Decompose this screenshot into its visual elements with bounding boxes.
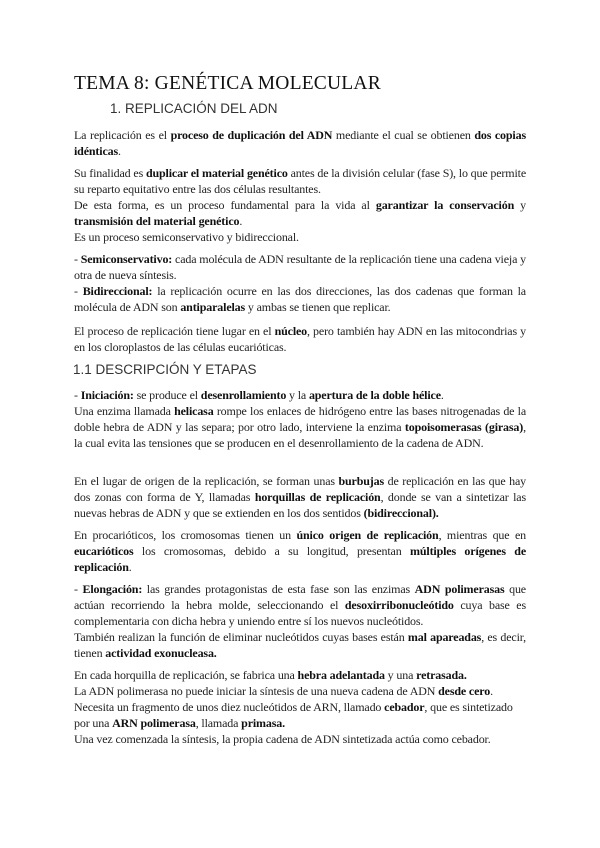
- text-run: La replicación es el: [74, 128, 171, 142]
- text-run: , es decir, tienen: [74, 630, 526, 660]
- text-run: .: [440, 388, 444, 402]
- paragraph-iniciacion: [74, 387, 526, 451]
- text-run: mediante el cual se obtienen: [332, 128, 475, 142]
- text-run: rompe los enlaces de hidrógeno entre las bases nitrogenadas de la doble hebra de ADN y las separa; por otro lado, interviene la enzima: [74, 404, 526, 434]
- text-run: , pero también hay ADN en las mitocondrias y en los cloroplastos de las células eucarióticas.: [74, 324, 526, 354]
- bold-term: cebador: [384, 700, 425, 714]
- text-run: , llamada: [195, 716, 242, 730]
- section-heading-replicacion: 1. REPLICACIÓN DEL ADN: [110, 101, 278, 116]
- bold-term: núcleo: [274, 324, 308, 338]
- bold-term: proceso de duplicación del ADN: [170, 128, 333, 142]
- text-run: y ambas se tienen que replicar.: [245, 300, 391, 314]
- text-run: -: [74, 388, 81, 402]
- text-run: y: [514, 198, 527, 212]
- paragraph-origenes: [74, 527, 526, 575]
- bold-term: helicasa: [174, 404, 214, 418]
- text-run: Es un proceso semiconservativo y bidireccional.: [74, 230, 299, 244]
- bold-term: desenrollamiento: [200, 388, 287, 402]
- bold-term: retrasada.: [416, 668, 467, 682]
- text-run: .: [239, 214, 243, 228]
- text-run: .: [128, 560, 132, 574]
- text-run: los cromosomas, debido a su longitud, presentan: [133, 544, 411, 558]
- bold-term: duplicar el material genético: [145, 166, 288, 180]
- bold-term: garantizar la conservación: [375, 198, 515, 212]
- text-run: .: [117, 144, 121, 158]
- bold-term: múltiples orígenes de replicación: [74, 544, 526, 574]
- text-run: , la cual evita las tensiones que se producen en el desenrollamiento de la cadena de ADN.: [74, 420, 526, 450]
- text-run: En procarióticos, los cromosomas tienen un: [74, 528, 297, 542]
- bold-term: mal apareadas: [407, 630, 482, 644]
- paragraph-localizacion: [74, 323, 526, 355]
- paragraph-hebras: [74, 667, 526, 747]
- text-run: y una: [384, 668, 417, 682]
- bold-term: primasa.: [241, 716, 285, 730]
- bold-term: Elongación:: [82, 582, 143, 596]
- bold-term: Iniciación:: [80, 388, 134, 402]
- text-run: En cada horquilla de replicación, se fabrica una: [74, 668, 298, 682]
- bold-term: horquillas de replicación: [254, 490, 381, 504]
- bold-term: desoxirribonucleótido: [344, 598, 454, 612]
- paragraph-caracteristicas: [74, 251, 526, 315]
- text-run: -: [74, 252, 81, 266]
- bold-term: Semiconservativo:: [80, 252, 173, 266]
- text-run: También realizan la función de eliminar nucleótidos cuyas bases están: [74, 630, 408, 644]
- paragraph-elongacion: [74, 581, 526, 661]
- text-run: La ADN polimerasa no puede iniciar la síntesis de una nueva cadena de ADN: [74, 684, 439, 698]
- bold-term: actividad exonucleasa.: [105, 646, 217, 660]
- bold-term: eucarióticos: [74, 544, 134, 558]
- text-run: y la: [286, 388, 309, 402]
- text-run: Una enzima llamada: [74, 404, 175, 418]
- text-run: , donde se van a sintetizar las nuevas hebras de ADN y que se extienden en los dos sentidos: [74, 490, 527, 520]
- text-run: la replicación ocurre en las dos direcciones, las dos cadenas que forman la molécula de ADN son: [74, 284, 526, 314]
- paragraph-finalidad: [74, 165, 526, 245]
- bold-term: hebra adelantada: [297, 668, 385, 682]
- bold-term: transmisión del material genético: [74, 214, 240, 228]
- text-run: .: [490, 684, 493, 698]
- bold-term: apertura de la doble hélice: [308, 388, 441, 402]
- text-run: , que es sintetizado por una: [74, 700, 513, 730]
- bold-term: desde cero: [438, 684, 491, 698]
- text-run: De esta forma, es un proceso fundamental para la vida al: [74, 198, 376, 212]
- bold-term: ADN polimerasas: [414, 582, 505, 596]
- text-run: El proceso de replicación tiene lugar en el: [74, 324, 275, 338]
- text-run: -: [74, 284, 83, 298]
- page-title: TEMA 8: GENÉTICA MOLECULAR: [74, 73, 381, 94]
- bold-term: topoisomerasas (girasa): [404, 420, 524, 434]
- text-run: Su finalidad es: [74, 166, 146, 180]
- bold-term: dos copias idénticas: [74, 128, 526, 158]
- text-run: Una vez comenzada la síntesis, la propia cadena de ADN sintetizada actúa como cebador.: [74, 732, 491, 746]
- text-run: las grandes protagonistas de esta fase son las enzimas: [142, 582, 415, 596]
- bold-term: antiparalelas: [180, 300, 246, 314]
- text-run: cuya base es complementaria con dicha hebra y uniendo entre sí los nuevos nucleótidos.: [74, 598, 526, 628]
- text-run: , mientras que en: [438, 528, 526, 542]
- bold-term: Bidireccional:: [82, 284, 153, 298]
- text-run: cada molécula de ADN resultante de la replicación tiene una cadena vieja y otra de nueva síntesis.: [74, 252, 526, 282]
- bold-term: burbujas: [338, 474, 384, 488]
- text-run: se produce el: [133, 388, 201, 402]
- bold-term: ARN polimerasa: [112, 716, 196, 730]
- text-run: que actúan recorriendo la hebra molde, seleccionando el: [74, 582, 526, 612]
- text-run: de replicación en las que hay dos zonas con forma de Y, llamadas: [74, 474, 526, 504]
- section-heading-descripcion-etapas: 1.1 DESCRIPCIÓN Y ETAPAS: [73, 362, 257, 377]
- text-run: En el lugar de origen de la replicación, se forman unas: [74, 474, 339, 488]
- paragraph-definition: [74, 127, 526, 159]
- bold-term: único origen de replicación: [296, 528, 439, 542]
- text-run: Necesita un fragmento de unos diez nucleótidos de ARN, llamado: [74, 700, 385, 714]
- paragraph-burbujas: [74, 473, 526, 521]
- text-run: antes de la división celular (fase S), lo que permite su reparto equitativo entre las dos células resultantes.: [74, 166, 527, 196]
- bold-term: (bidireccional).: [363, 506, 439, 520]
- text-run: -: [74, 582, 83, 596]
